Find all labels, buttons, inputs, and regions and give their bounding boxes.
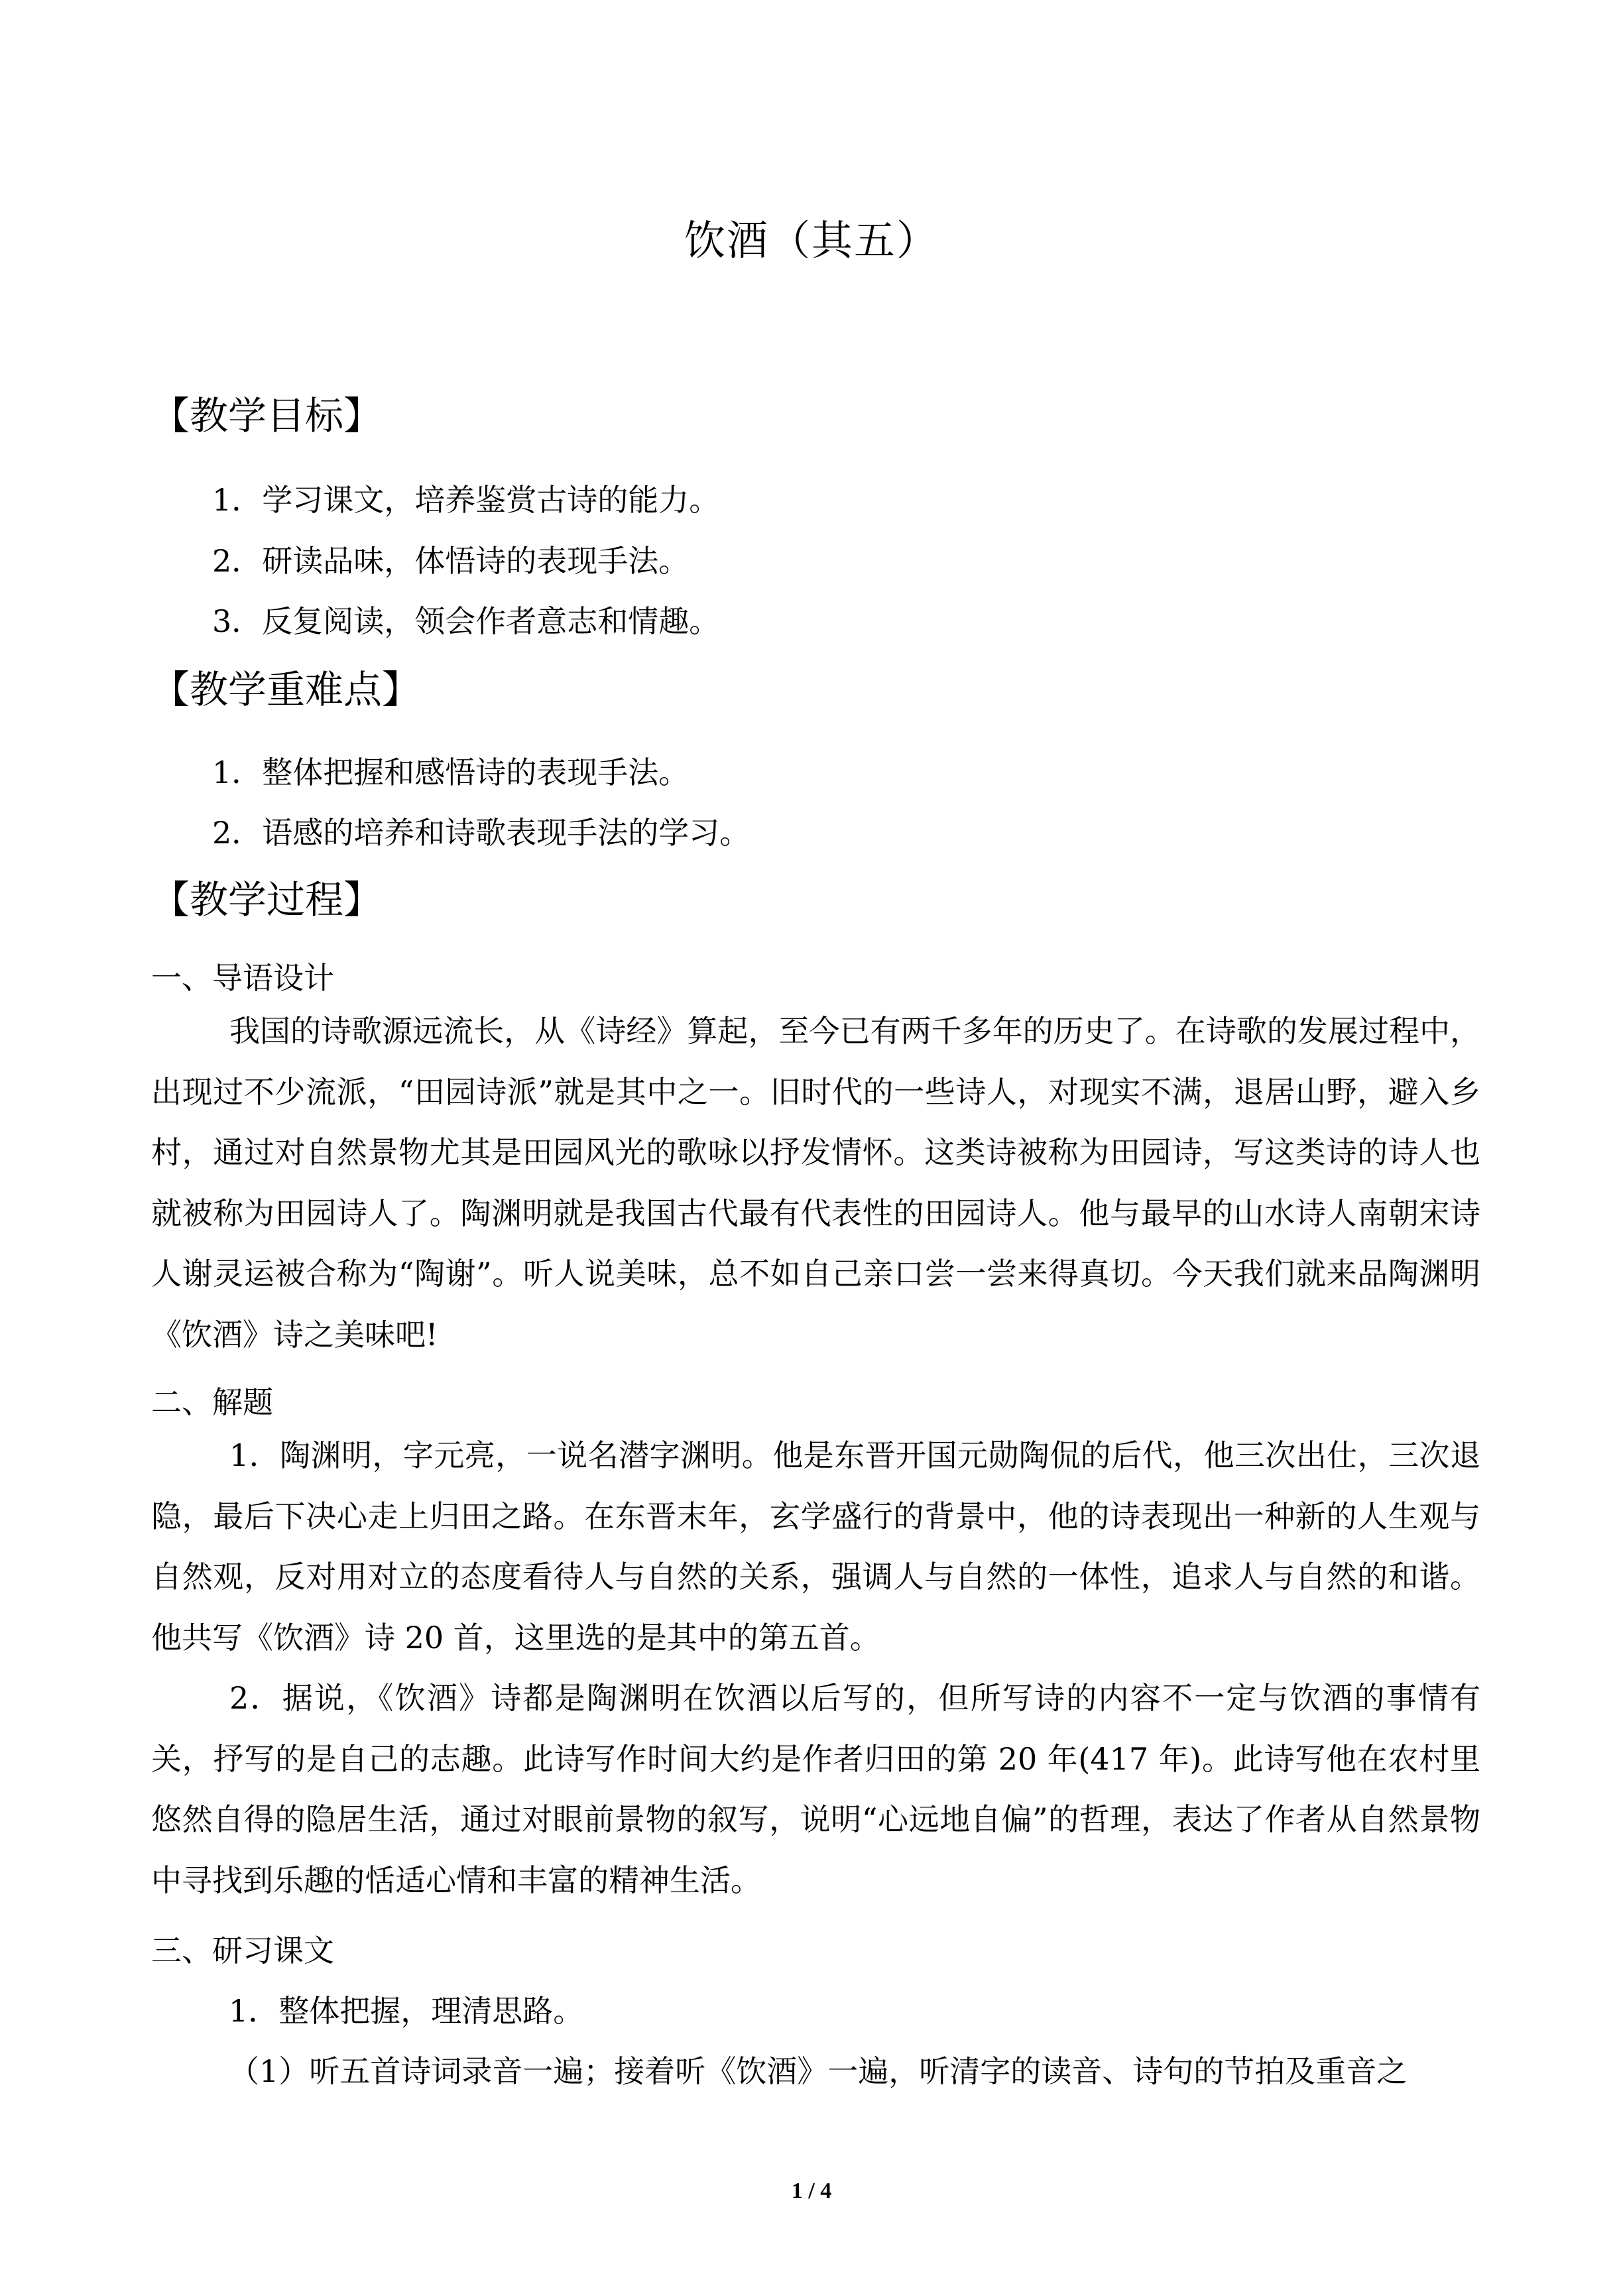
part3-heading: 三、研习课文 [151,1933,334,1968]
page-number: 1 / 4 [791,2179,832,2203]
part1-paragraph-text: 我国的诗歌源远流长，从《诗经》算起，至今已有两千多年的历史了。在诗歌的发展过程中，出现过不少流派，“田园诗派”就是其中之一。旧时代的一些诗人，对现实不满，退居山野，避入乡村，通过对自然景物尤其是田园风光的歌咏以抒发情怀。这类诗被称为田园诗，写这类诗的诗人也就被称为田园诗人了。陶渊明就是我国古代最有代表性的田园诗人。他与最早的山水诗人南朝宋诗人谢灵运被合称为“陶谢”。听人说美味，总不如自己亲口尝一尝来得真切。今天我们就来品陶渊明《饮酒》诗之美味吧! [151,1013,1480,1353]
part2-heading: 二、解题 [151,1384,273,1420]
part3-sub1: 1．整体把握，理清思路。 [229,1993,584,2029]
part2-paragraph-2-text: 2．据说，《饮酒》诗都是陶渊明在饮酒以后写的，但所写诗的内容不一定与饮酒的事情有关，抒写的是自己的志趣。此诗写作时间大约是作者归田的第 20 年(417 年)。此诗写他在农村里悠然自得的隐居生活，通过对眼前景物的叙写，说明“心远地自偏”的哲理，表达了作者从自然景物中寻找到乐趣的恬适心情和丰富的精神生活。 [151,1680,1480,1898]
part1-heading: 一、导语设计 [151,960,334,996]
part2-paragraph-1-text: 1．陶渊明，字元亮，一说名潜字渊明。他是东晋开国元勋陶侃的后代，他三次出仕，三次退隐，最后下决心走上归田之路。在东晋末年，玄学盛行的背景中，他的诗表现出一种新的人生观与自然观，反对用对立的态度看待人与自然的关系，强调人与自然的一体性，追求人与自然的和谐。他共写《饮酒》诗 20 首，这里选的是其中的第五首。 [151,1437,1480,1656]
objective-item-2: 2．研读品味，体悟诗的表现手法。 [212,543,690,579]
key-point-item-1: 1．整体把握和感悟诗的表现手法。 [212,755,690,790]
process-heading: 【教学过程】 [151,877,383,922]
document-title: 饮酒（其五） [684,216,939,265]
part3-sub1-item1: （1）听五首诗词录音一遍；接着听《饮酒》一遍，听清字的读音、诗句的节拍及重音之 [229,2053,1408,2089]
objective-item-1: 1．学习课文，培养鉴赏古诗的能力。 [212,482,720,518]
key-points-heading: 【教学重难点】 [151,667,421,712]
key-point-item-2: 2．语感的培养和诗歌表现手法的学习。 [212,815,751,851]
part1-paragraph [151,1001,1480,1365]
part2-paragraph-2 [151,1668,1480,1911]
objective-item-3: 3．反复阅读，领会作者意志和情趣。 [212,603,720,639]
part2-paragraph-1 [151,1425,1480,1668]
objectives-heading: 【教学目标】 [151,393,383,438]
